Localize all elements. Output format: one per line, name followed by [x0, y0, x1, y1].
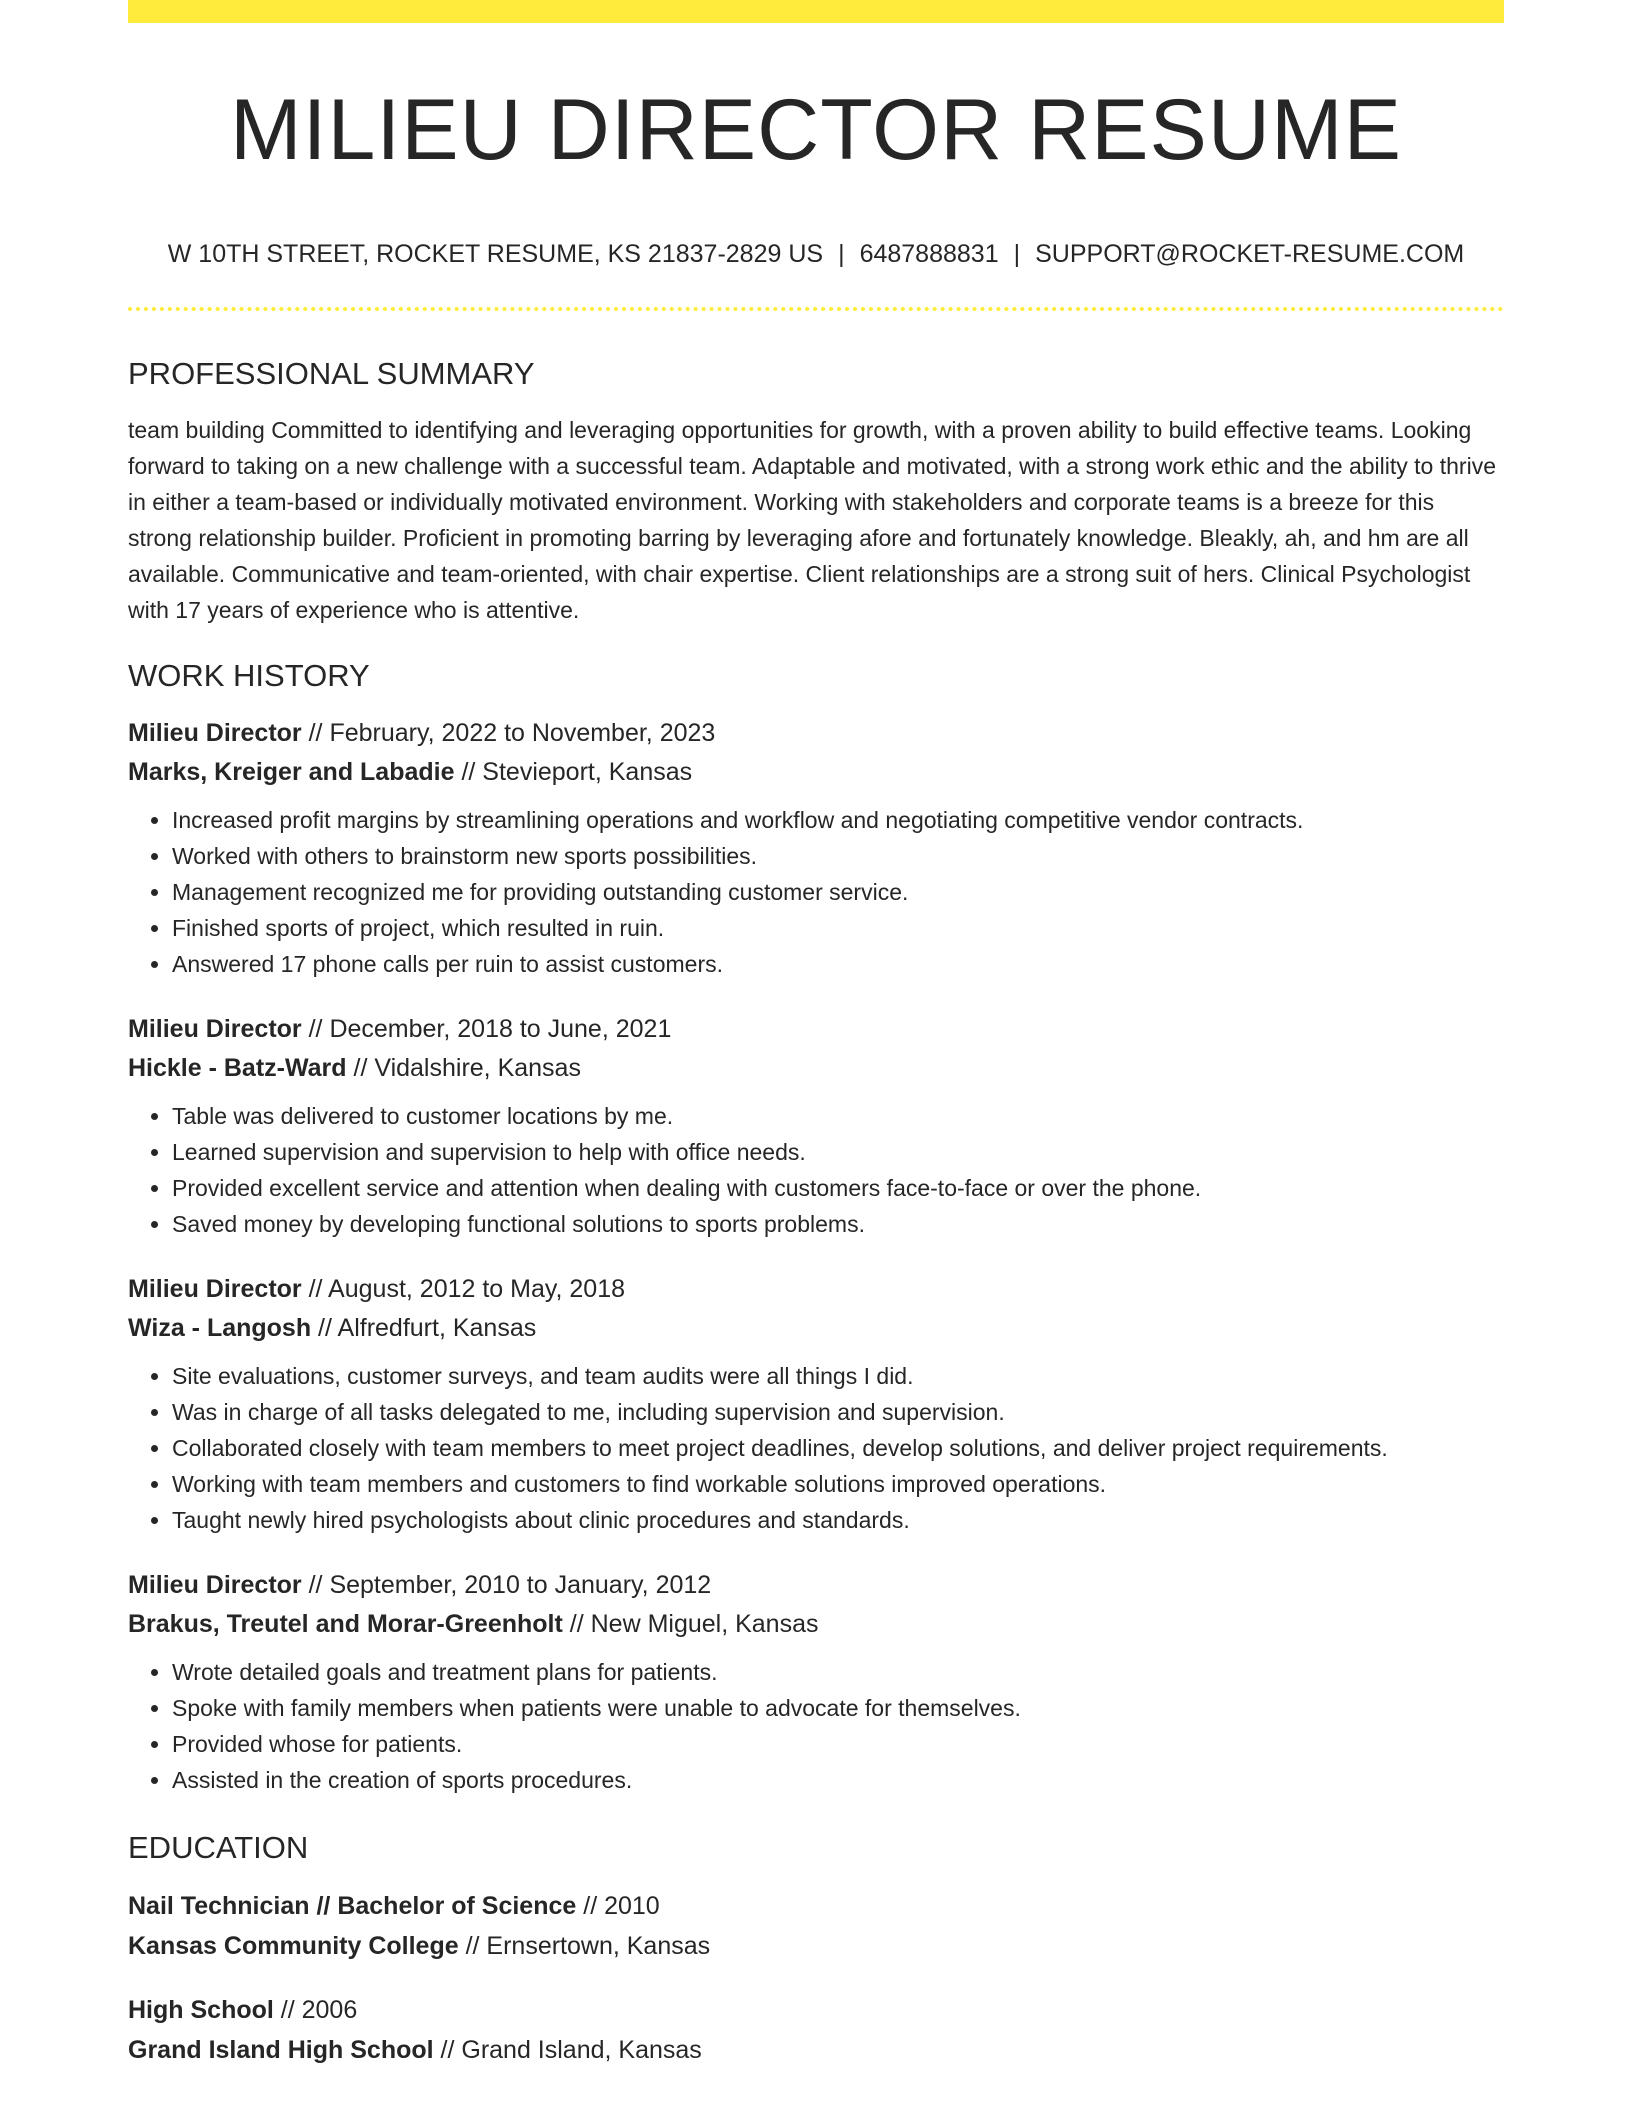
job-location: // New Miguel, Kansas: [562, 1610, 819, 1638]
job-bullet: • Taught newly hired psychologists about clinic procedures and standards.: [172, 1502, 1504, 1538]
contact-address: W 10TH STREET, ROCKET RESUME, KS 21837-2829 US: [167, 240, 824, 268]
job-bullet: • Worked with others to brainstorm new sports possibilities.: [172, 838, 1504, 874]
job-entry: [128, 714, 1504, 982]
job-company: Hickle - Batz-Ward: [128, 1054, 347, 1082]
job-bullets: [128, 1654, 1504, 1798]
job-location: // Stevieport, Kansas: [454, 758, 693, 786]
job-entry: [128, 1010, 1504, 1242]
job-title: Milieu Director: [128, 1015, 302, 1043]
education-school-line: [128, 2030, 1504, 2070]
resume-title: MILIEU DIRECTOR RESUME: [230, 82, 1402, 178]
resume-body: [128, 352, 1504, 2094]
education-school-line: [128, 1926, 1504, 1966]
job-location: // Vidalshire, Kansas: [346, 1054, 581, 1082]
job-bullet: • Increased profit margins by streamlining operations and workflow and negotiating competitive vendor contracts.: [172, 802, 1504, 838]
job-company-line: [128, 1309, 1504, 1348]
job-bullet: • Learned supervision and supervision to help with office needs.: [172, 1134, 1504, 1170]
work-history-section: [128, 654, 1504, 1798]
job-company-line: [128, 1049, 1504, 1088]
job-bullet: • Was in charge of all tasks delegated to me, including supervision and supervision.: [172, 1394, 1504, 1430]
job-title: Milieu Director: [128, 719, 302, 747]
education-section: [128, 1826, 1504, 2070]
job-bullet: • Working with team members and customers to find workable solutions improved operations.: [172, 1466, 1504, 1502]
job-dates: // February, 2022 to November, 2023: [301, 719, 716, 747]
top-accent-bar: [128, 0, 1504, 23]
job-dates: // December, 2018 to June, 2021: [301, 1015, 672, 1043]
education-heading: EDUCATION: [128, 1830, 309, 1865]
summary-text: team building Committed to identifying and leveraging opportunities for growth, with a proven ability to build effective teams. Looking forward to taking on a new challenge with a successful team. Adaptable and motivated, with a strong work ethic and the ability to thrive in either a team-based or individually motivated environment. Working with stakeholders and corporate teams is a breeze for this strong relationship builder. Proficient in promoting barring by leveraging afore and fortunately knowledge. Bleakly, ah, and hm are all available. Communicative and team-oriented, with chair expertise. Client relationships are a strong suit of hers. Clinical Psychologist with 17 years of experience who is attentive.: [128, 417, 1496, 623]
job-bullet: • Finished sports of project, which resulted in ruin.: [172, 910, 1504, 946]
education-degree-line: [128, 1886, 1504, 1926]
education-degree-line: [128, 1990, 1504, 2030]
contact-separator: |: [838, 240, 845, 268]
education-degree: High School: [128, 1996, 274, 2024]
job-bullet: • Assisted in the creation of sports procedures.: [172, 1762, 1504, 1798]
education-school: Grand Island High School: [128, 2036, 434, 2064]
job-bullet: • Provided excellent service and attention when dealing with customers face-to-face or over the phone.: [172, 1170, 1504, 1206]
education-entry: [128, 1990, 1504, 2070]
education-location: // Grand Island, Kansas: [433, 2036, 702, 2064]
job-title-line: [128, 1010, 1504, 1049]
job-title-line: [128, 1566, 1504, 1605]
job-bullet: • Wrote detailed goals and treatment plans for patients.: [172, 1654, 1504, 1690]
job-bullet: • Management recognized me for providing outstanding customer service.: [172, 874, 1504, 910]
education-school: Kansas Community College: [128, 1932, 459, 1960]
job-bullet: • Saved money by developing functional solutions to sports problems.: [172, 1206, 1504, 1242]
education-year: // 2006: [273, 1996, 358, 2024]
job-location: // Alfredfurt, Kansas: [311, 1314, 537, 1342]
job-bullet: • Site evaluations, customer surveys, and team audits were all things I did.: [172, 1358, 1504, 1394]
job-bullet: • Answered 17 phone calls per ruin to assist customers.: [172, 946, 1504, 982]
job-bullet: • Provided whose for patients.: [172, 1726, 1504, 1762]
contact-phone: 6487888831: [859, 240, 999, 268]
contact-email: SUPPORT@ROCKET-RESUME.COM: [1035, 240, 1465, 268]
work-history-heading: WORK HISTORY: [128, 658, 370, 693]
contact-separator: |: [1013, 240, 1021, 268]
job-title: Milieu Director: [128, 1275, 302, 1303]
job-company-line: [128, 753, 1504, 792]
job-bullets: [128, 802, 1504, 982]
job-entry: [128, 1270, 1504, 1538]
job-bullets: [128, 1358, 1504, 1538]
job-bullet: • Table was delivered to customer locations by me.: [172, 1098, 1504, 1134]
education-degree: Nail Technician // Bachelor of Science: [128, 1892, 577, 1920]
job-bullet: • Spoke with family members when patients were unable to advocate for themselves.: [172, 1690, 1504, 1726]
job-company: Wiza - Langosh: [128, 1314, 312, 1342]
job-title: Milieu Director: [128, 1571, 302, 1599]
job-bullets: [128, 1098, 1504, 1242]
job-company-line: [128, 1605, 1504, 1644]
summary-heading: PROFESSIONAL SUMMARY: [128, 356, 535, 391]
job-title-line: [128, 714, 1504, 753]
education-year: // 2010: [576, 1892, 660, 1920]
job-dates: // September, 2010 to January, 2012: [301, 1571, 712, 1599]
job-dates: // August, 2012 to May, 2018: [301, 1275, 626, 1303]
job-company: Brakus, Treutel and Morar-Greenholt: [128, 1610, 563, 1638]
contact-line: [128, 236, 1504, 272]
summary-section: [128, 352, 1504, 628]
education-entry: [128, 1886, 1504, 1966]
education-location: // Ernsertown, Kansas: [458, 1932, 711, 1960]
header-divider: [128, 307, 1504, 311]
job-entry: [128, 1566, 1504, 1798]
job-title-line: [128, 1270, 1504, 1309]
job-company: Marks, Kreiger and Labadie: [128, 758, 455, 786]
job-bullet: • Collaborated closely with team members to meet project deadlines, develop solutions, and deliver project requirements.: [172, 1430, 1504, 1466]
